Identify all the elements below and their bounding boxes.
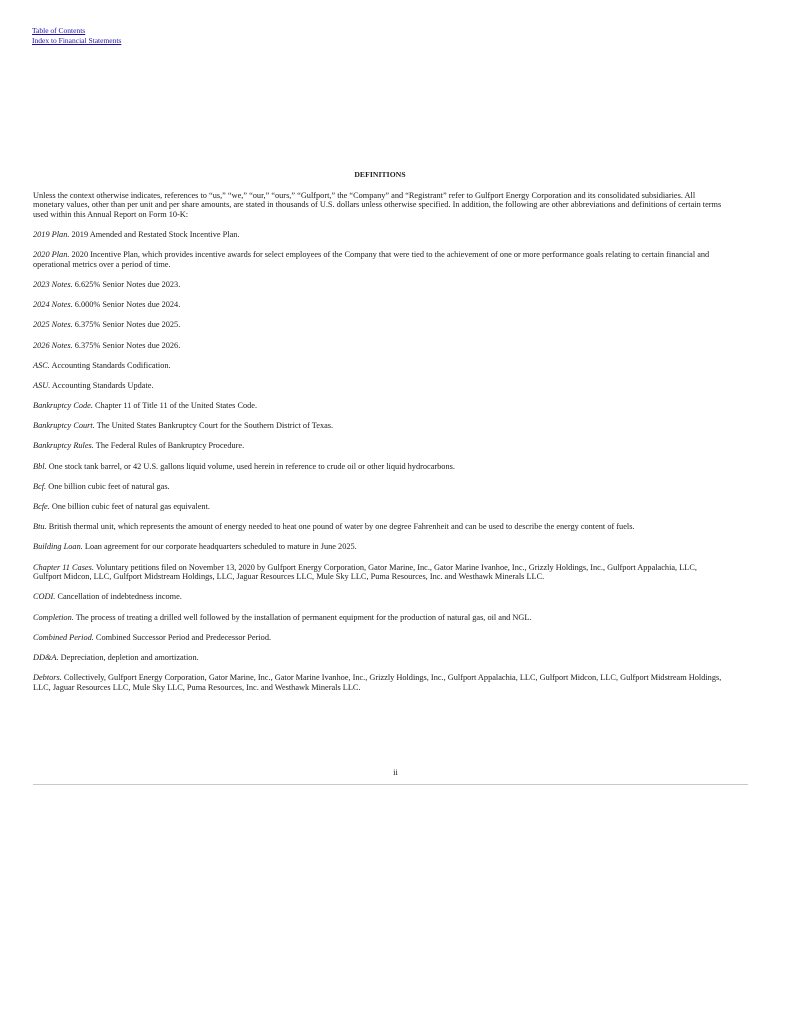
definition-term: 2019 Plan. (33, 229, 70, 239)
definition-text: One billion cubic feet of natural gas. (48, 481, 170, 491)
definition-text: Loan agreement for our corporate headquarters scheduled to mature in June 2025. (84, 542, 357, 552)
page-number: ii (393, 767, 398, 777)
footer-divider (33, 784, 748, 785)
definition-item (33, 502, 727, 512)
definition-term: 2020 Plan. (33, 250, 70, 260)
definition-term: Btu. (33, 522, 47, 532)
definition-term: Combined Period. (33, 632, 94, 642)
definition-term: ASU. (33, 380, 51, 390)
table-of-contents-link[interactable]: Table of Contents (32, 26, 86, 35)
definitions-section (33, 170, 727, 703)
definition-item (33, 361, 727, 371)
definition-text: Combined Successor Period and Predecessor Period. (95, 632, 272, 642)
definition-item (33, 563, 727, 582)
definition-item (33, 633, 727, 643)
definition-term: 2025 Notes. (33, 320, 73, 330)
definition-text: 2019 Amended and Restated Stock Incentive Plan. (71, 229, 240, 239)
definition-term: CODI. (33, 592, 56, 602)
definition-item (33, 401, 727, 411)
definition-text: One billion cubic feet of natural gas equivalent. (51, 502, 210, 511)
definition-text: One stock tank barrel, or 42 U.S. gallons liquid volume, used herein in reference to crude oil or other liquid hydrocarbons. (48, 461, 455, 471)
definition-term: Debtors. (33, 673, 62, 683)
definition-text: Voluntary petitions filed on November 13, 2020 by Gulfport Energy Corporation, Gator Marine, Inc., Gator Marine Ivanhoe, Inc., Grizzly Holdings, Inc., Gulfport Appalachia, LLC, Gulfport Midcon, LLC, Gulfport Midstream Holdings, LLC, Jaguar Resources LLC, Mule Sky LLC, Puma Resources, Inc. and Westhawk Minerals LLC. (33, 562, 697, 582)
definition-text: The United States Bankruptcy Court for the Southern District of Texas. (96, 421, 334, 431)
definition-text: Depreciation, depletion and amortization. (60, 652, 199, 662)
definition-item (33, 462, 727, 472)
definition-text: British thermal unit, which represents the amount of energy needed to heat one pound of water by one degree Fahrenheit and can be used to describe the energy content of fuels. (48, 522, 635, 532)
definition-item (33, 230, 727, 240)
definition-item (33, 522, 727, 532)
definition-item (33, 300, 727, 310)
definition-text: 6.375% Senior Notes due 2026. (74, 340, 181, 350)
definition-item (33, 421, 727, 431)
intro-paragraph: Unless the context otherwise indicates, references to “us,” “we,” “our,” “ours,” “Gulfport,” the “Company” and “Registrant” refer to Gulfport Energy Corporation and its consolidated subsidiaries. All monetary values, other than per unit and per share amounts, are stated in thousands of U.S. dollars unless otherwise specified. In addition, the following are other abbreviations and definitions of certain terms used within this Annual Report on Form 10-K: (33, 190, 722, 219)
definition-term: Completion. (33, 612, 74, 622)
definition-term: Bbl. (33, 461, 47, 471)
definition-item (33, 341, 727, 351)
page-title: DEFINITIONS (354, 170, 406, 179)
top-navigation (32, 26, 121, 45)
definition-text: Chapter 11 of Title 11 of the United States Code. (94, 401, 258, 411)
definition-item (33, 482, 727, 492)
definition-item (33, 280, 727, 290)
definition-term: ASC. (33, 360, 50, 370)
definition-text: Accounting Standards Update. (51, 380, 154, 390)
definition-text: 6.375% Senior Notes due 2025. (74, 320, 181, 330)
definition-text: 6.000% Senior Notes due 2024. (74, 300, 181, 310)
definition-item (33, 673, 727, 692)
definition-text: Collectively, Gulfport Energy Corporation, Gator Marine, Inc., Gator Marine Ivanhoe, Inc., Grizzly Holdings, Inc., Gulfport Appalachia, LLC, Gulfport Midcon, LLC, Gulfport Midstream Holdings, LLC, Jaguar Resources LLC, Mule Sky LLC, Puma Resources, Inc. and Westhawk Minerals LLC. (33, 673, 722, 692)
definition-term: 2024 Notes. (33, 300, 73, 310)
definition-item (33, 592, 727, 602)
definitions-list (33, 230, 727, 692)
definition-term: Bankruptcy Code. (33, 401, 93, 411)
definition-item (33, 381, 727, 391)
definition-text: Cancellation of indebtedness income. (57, 592, 182, 602)
definition-item (33, 250, 727, 269)
definition-text: Accounting Standards Codification. (51, 360, 171, 370)
definition-text: The Federal Rules of Bankruptcy Procedure. (95, 441, 245, 451)
definition-term: Building Loan. (33, 542, 83, 552)
definition-text: 6.625% Senior Notes due 2023. (74, 279, 181, 289)
definition-item (33, 653, 727, 663)
definition-item (33, 613, 727, 623)
definition-text: 2020 Incentive Plan, which provides incentive awards for select employees of the Company that were tied to the achievement of one or more performance goals relating to certain financial and operational metrics over a period of time. (33, 250, 710, 269)
definition-term: Bcf. (33, 481, 47, 491)
definition-text: The process of treating a drilled well followed by the installation of permanent equipment for the production of natural gas, oil and NGL. (75, 612, 532, 622)
definition-term: Bankruptcy Rules. (33, 441, 94, 451)
definition-item (33, 441, 727, 451)
definition-item (33, 542, 727, 552)
definition-term: Chapter 11 Cases. (33, 562, 94, 572)
definition-term: Bankruptcy Court. (33, 421, 95, 431)
definition-term: DD&A. (33, 652, 59, 662)
index-to-financial-statements-link[interactable]: Index to Financial Statements (32, 35, 122, 45)
definition-term: 2026 Notes. (33, 340, 73, 350)
definition-item (33, 320, 727, 330)
definition-term: 2023 Notes. (33, 279, 73, 289)
definition-term: Bcfe. (33, 502, 50, 511)
